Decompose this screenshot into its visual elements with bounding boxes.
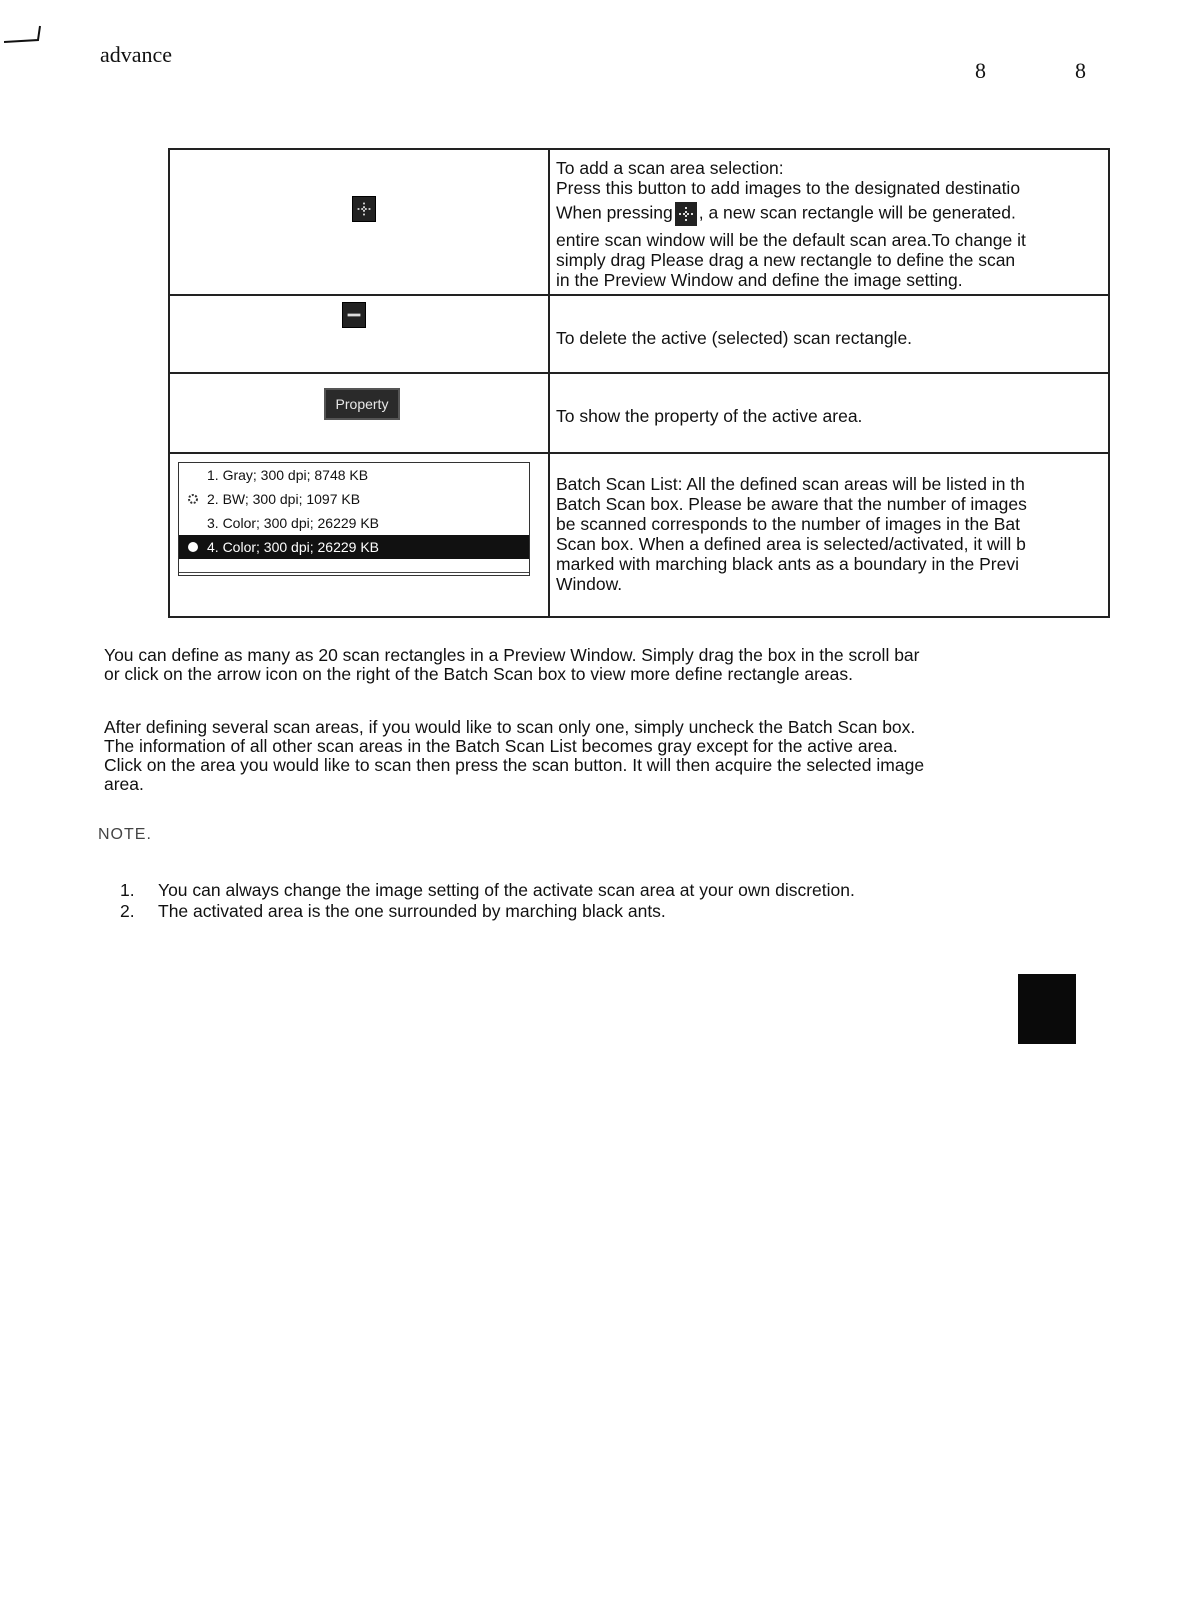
header-title: advance xyxy=(100,42,173,67)
description-line: marked with marching black ants as a boundary in the Previ xyxy=(556,554,1020,574)
table-row xyxy=(170,374,548,452)
paragraph xyxy=(104,646,1104,684)
paragraph-line: The information of all other scan areas in the Batch Scan List becomes gray except for the active area. xyxy=(104,736,898,756)
table-row xyxy=(170,454,548,614)
description-line: Scan box. When a defined area is selected/activated, it will b xyxy=(556,534,1026,554)
add-scan-area-icon xyxy=(675,202,697,226)
table-row xyxy=(170,296,548,372)
paragraph-line: Click on the area you would like to scan then press the scan button. It will then acquire the selected image xyxy=(104,755,925,775)
list-item-label: 2. BW; 300 dpi; 1097 KB xyxy=(207,491,361,507)
feature-table xyxy=(168,148,1110,618)
selected-dot-icon xyxy=(187,541,199,553)
list-number: 1. xyxy=(120,880,135,900)
table-row-description xyxy=(556,158,1104,290)
table-row-description xyxy=(556,474,1104,594)
description-line: simply drag Please drag a new rectangle to define the scan xyxy=(556,250,1016,270)
description-line: Batch Scan box. Please be aware that the number of images xyxy=(556,494,1027,514)
page-number: 8 xyxy=(975,58,986,83)
batch-scan-item-selected[interactable] xyxy=(179,535,529,559)
description-line: be scanned corresponds to the number of images in the Bat xyxy=(556,514,1021,534)
paragraph-line: area. xyxy=(104,774,144,794)
corner-scan-mark xyxy=(4,22,44,46)
description-line xyxy=(556,202,1104,226)
description-text: , a new scan rectangle will be generated. xyxy=(698,202,1016,223)
table-divider xyxy=(548,150,550,616)
description-text: When pressing xyxy=(556,202,673,223)
list-item-label: 3. Color; 300 dpi; 26229 KB xyxy=(207,515,380,531)
description-line: To add a scan area selection: xyxy=(556,158,784,178)
table-row xyxy=(170,150,548,294)
list-item-label: 1. Gray; 300 dpi; 8748 KB xyxy=(207,467,369,483)
description-line: in the Preview Window and define the image setting. xyxy=(556,270,963,290)
list-item xyxy=(120,901,1080,922)
batch-scan-list[interactable] xyxy=(178,462,530,576)
list-number: 2. xyxy=(120,901,135,921)
gear-icon xyxy=(187,493,199,505)
batch-scan-item[interactable] xyxy=(179,511,529,535)
edge-tab-marker xyxy=(1018,974,1076,1044)
table-row-description xyxy=(556,406,1104,426)
description-line: Window. xyxy=(556,574,623,594)
note-list xyxy=(120,880,1080,922)
list-item-label: 4. Color; 300 dpi; 26229 KB xyxy=(207,539,380,555)
add-scan-area-icon[interactable] xyxy=(352,196,376,222)
paragraph-line: After defining several scan areas, if you would like to scan only one, simply uncheck the Batch Scan box. xyxy=(104,717,916,737)
batch-scan-item[interactable] xyxy=(179,487,529,511)
description-line: Press this button to add images to the designated destinatio xyxy=(556,178,1021,198)
table-row-description xyxy=(556,328,1104,348)
description-line: To delete the active (selected) scan rectangle. xyxy=(556,328,913,348)
batch-scan-item[interactable] xyxy=(179,463,529,487)
property-button[interactable]: Property xyxy=(324,388,400,420)
list-divider xyxy=(179,572,529,573)
list-text: You can always change the image setting of the activate scan area at your own discretion. xyxy=(158,880,855,900)
paragraph xyxy=(104,718,1104,794)
description-line: Batch Scan List: All the defined scan areas will be listed in th xyxy=(556,474,1025,494)
paragraph-line: You can define as many as 20 scan rectangles in a Preview Window. Simply drag the box in the scroll bar xyxy=(104,645,920,665)
page-number: 8 xyxy=(1075,58,1086,83)
delete-scan-area-icon[interactable] xyxy=(342,302,366,328)
note-label: NOTE. xyxy=(98,826,152,843)
list-text: The activated area is the one surrounded by marching black ants. xyxy=(158,901,666,921)
paragraph-line: or click on the arrow icon on the right of the Batch Scan box to view more define rectangle areas. xyxy=(104,664,854,684)
description-line: entire scan window will be the default scan area.To change it xyxy=(556,230,1026,250)
list-item xyxy=(120,880,1080,901)
description-line: To show the property of the active area. xyxy=(556,406,863,426)
